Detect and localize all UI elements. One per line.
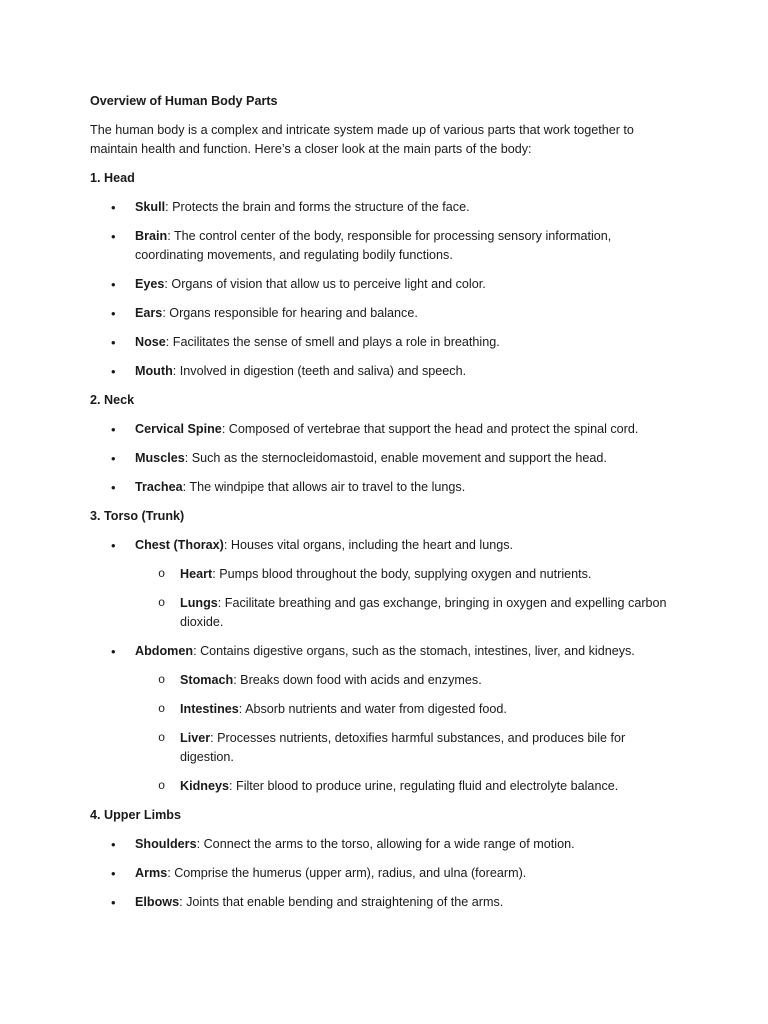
bullet-marker: • <box>111 277 116 292</box>
sub-item-term: Liver <box>180 731 211 745</box>
item-term: Eyes <box>135 277 165 291</box>
sub-list-item <box>90 671 670 690</box>
bullet-list <box>90 835 670 912</box>
item-term: Abdomen <box>135 644 194 658</box>
list-item <box>90 362 670 381</box>
section-heading: 1. Head <box>90 171 135 185</box>
sub-item-term: Intestines <box>180 702 239 716</box>
item-description: : Involved in digestion (teeth and saliva) and speech. <box>172 364 467 378</box>
sub-item-description: : Facilitate breathing and gas exchange, bringing in oxygen and expelling carbon dioxide. <box>180 596 667 629</box>
bullet-marker: • <box>111 480 116 495</box>
section-heading: 4. Upper Limbs <box>90 808 181 822</box>
list-item <box>90 478 670 497</box>
sub-item-term: Lungs <box>180 596 218 610</box>
sub-list-item <box>90 565 670 584</box>
sub-item-term: Stomach <box>180 673 234 687</box>
list-item <box>90 642 670 661</box>
item-term: Cervical Spine <box>135 422 222 436</box>
item-description: : Protects the brain and forms the structure of the face. <box>165 200 470 214</box>
item-description: : Organs responsible for hearing and balance. <box>162 306 418 320</box>
item-term: Chest (Thorax) <box>135 538 224 552</box>
list-item <box>90 333 670 352</box>
sub-item-description: : Processes nutrients, detoxifies harmful substances, and produces bile for digestion. <box>180 731 626 764</box>
item-term: Brain <box>135 229 168 243</box>
item-description: : Joints that enable bending and straightening of the arms. <box>179 895 504 909</box>
sub-item-description: : Pumps blood throughout the body, supplying oxygen and nutrients. <box>212 567 592 581</box>
list-item <box>90 275 670 294</box>
bullet-marker: • <box>111 451 116 466</box>
item-description: : Composed of vertebrae that support the head and protect the spinal cord. <box>221 422 639 436</box>
list-item <box>90 227 670 265</box>
sub-bullet-marker: o <box>158 596 166 610</box>
item-description: : Houses vital organs, including the heart and lungs. <box>223 538 514 552</box>
sub-list-item <box>90 700 670 719</box>
bullet-marker: • <box>111 335 116 350</box>
intro-paragraph: The human body is a complex and intricate system made up of various parts that work together to maintain health and function. Here’s a closer look at the main parts of the body: <box>90 123 634 156</box>
bullet-list <box>90 536 670 796</box>
bullet-marker: • <box>111 895 116 910</box>
item-description: : The control center of the body, responsible for processing sensory information, coordinating movements, and regulating bodily functions. <box>135 229 612 262</box>
list-item <box>90 835 670 854</box>
sub-item-description: : Breaks down food with acids and enzymes. <box>233 673 482 687</box>
sub-item-term: Kidneys <box>180 779 229 793</box>
item-description: : Comprise the humerus (upper arm), radius, and ulna (forearm). <box>167 866 527 880</box>
bullet-marker: • <box>111 644 116 659</box>
sub-list-item <box>90 729 670 767</box>
sub-list-item <box>90 594 670 632</box>
sub-bullet-marker: o <box>158 567 166 581</box>
list-item <box>90 449 670 468</box>
list-item <box>90 536 670 555</box>
bullet-marker: • <box>111 422 116 437</box>
list-item <box>90 420 670 439</box>
item-term: Arms <box>135 866 168 880</box>
item-description: : Contains digestive organs, such as the stomach, intestines, liver, and kidneys. <box>193 644 635 658</box>
sub-bullet-marker: o <box>158 731 166 745</box>
section-heading: 3. Torso (Trunk) <box>90 509 185 523</box>
sub-list-item <box>90 777 670 796</box>
list-item <box>90 893 670 912</box>
item-term: Nose <box>135 335 166 349</box>
list-item <box>90 864 670 883</box>
bullet-marker: • <box>111 538 116 553</box>
sub-bullet-marker: o <box>158 702 166 716</box>
sub-bullet-marker: o <box>158 673 166 687</box>
bullet-marker: • <box>111 200 116 215</box>
bullet-marker: • <box>111 364 116 379</box>
sub-item-description: : Filter blood to produce urine, regulating fluid and electrolyte balance. <box>229 779 619 793</box>
item-description: : The windpipe that allows air to travel to the lungs. <box>182 480 466 494</box>
item-description: : Connect the arms to the torso, allowing for a wide range of motion. <box>196 837 575 851</box>
sections-container <box>90 169 670 912</box>
document-body <box>90 92 670 922</box>
bullet-list <box>90 198 670 381</box>
item-description: : Such as the sternocleidomastoid, enable movement and support the head. <box>184 451 607 465</box>
section-heading: 2. Neck <box>90 393 135 407</box>
item-description: : Organs of vision that allow us to perceive light and color. <box>164 277 486 291</box>
list-item <box>90 304 670 323</box>
bullet-marker: • <box>111 837 116 852</box>
document-title: Overview of Human Body Parts <box>90 94 278 108</box>
item-description: : Facilitates the sense of smell and plays a role in breathing. <box>165 335 500 349</box>
list-item <box>90 198 670 217</box>
sub-bullet-marker: o <box>158 779 166 793</box>
item-term: Mouth <box>135 364 173 378</box>
item-term: Muscles <box>135 451 185 465</box>
sub-item-description: : Absorb nutrients and water from digested food. <box>238 702 507 716</box>
bullet-marker: • <box>111 866 116 881</box>
bullet-list <box>90 420 670 497</box>
bullet-marker: • <box>111 229 116 244</box>
item-term: Shoulders <box>135 837 197 851</box>
item-term: Skull <box>135 200 166 214</box>
item-term: Trachea <box>135 480 183 494</box>
item-term: Ears <box>135 306 163 320</box>
bullet-marker: • <box>111 306 116 321</box>
sub-item-term: Heart <box>180 567 213 581</box>
item-term: Elbows <box>135 895 180 909</box>
